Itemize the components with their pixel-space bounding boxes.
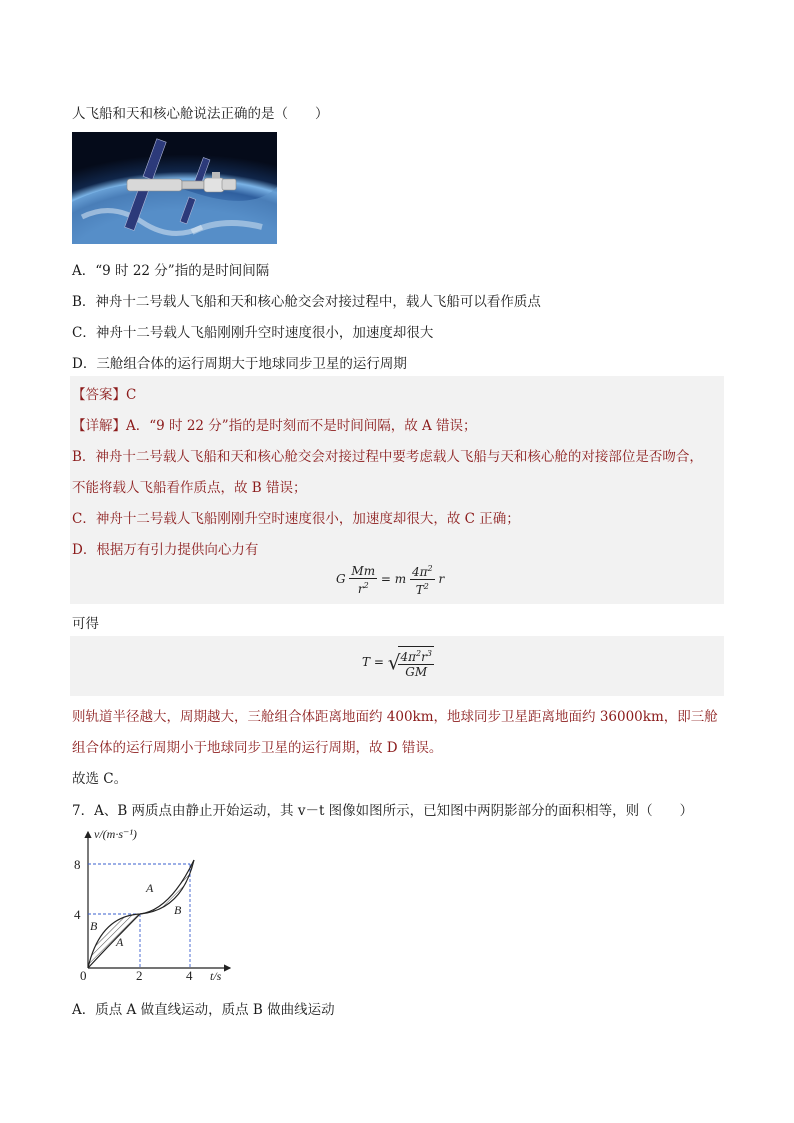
detail-b2: 不能将载人飞船看作质点，故 B 错误； (72, 480, 307, 496)
detail-a-text: A．“9 时 22 分”指的是时刻而不是时间间隔，故 A 错误； (126, 418, 477, 434)
detail-c: C．神舟十二号载人飞船刚刚升空时速度很小，加速度却很大，故 C 正确； (72, 511, 520, 527)
detail-label: 【详解】 (72, 418, 126, 434)
detail-a (72, 414, 477, 434)
conclusion-1: 则轨道半径越大，周期越大，三舱组合体距离地面约 400km，地球同步卫星距离地面约 36000km，即三舱 (72, 709, 718, 725)
y-axis-label: v/(m·s⁻¹) (94, 827, 137, 841)
option-a: A．“9 时 22 分”指的是时间间隔 (72, 263, 270, 279)
question-stem: 人飞船和天和核心舱说法正确的是（ ） (72, 106, 329, 122)
final-answer: 故选 C。 (72, 771, 128, 787)
space-station-photo (72, 132, 277, 244)
x-tick-4: 4 (186, 968, 193, 983)
y-tick-8: 8 (74, 857, 81, 872)
option-c: C．神舟十二号载人飞船刚刚升空时速度很小，加速度却很大 (72, 325, 434, 341)
period-formula: T = √ $\frac{4\pi^2r^3}{GM}$ (362, 646, 434, 679)
detail-b1: B．神舟十二号载人飞船和天和核心舱交会对接过程中要考虑载人飞船与天和核心舱的对接部位是否吻合， (72, 449, 703, 465)
x-tick-2: 2 (136, 968, 143, 983)
option-b: B．神舟十二号载人飞船和天和核心舱交会对接过程中，载人飞船可以看作质点 (72, 294, 541, 310)
region-label-a-lower: A (116, 935, 124, 949)
region-label-a-upper: A (146, 881, 154, 895)
region-label-b-lower: B (90, 919, 98, 933)
vt-graph (70, 824, 240, 984)
question7-option-a: A．质点 A 做直线运动，质点 B 做曲线运动 (72, 1002, 335, 1018)
detail-d: D．根据万有引力提供向心力有 (72, 542, 259, 558)
keyi-text: 可得 (72, 616, 99, 632)
y-tick-4: 4 (74, 907, 81, 922)
question7-stem: 7．A、B 两质点由静止开始运动，其 v－t 图像如图所示，已知图中两阴影部分的面积相等，则（ ） (72, 803, 694, 819)
x-axis-label: t/s (210, 969, 222, 983)
conclusion-2: 组合体的运行周期小于地球同步卫星的运行周期，故 D 错误。 (72, 740, 443, 756)
gravitation-formula: G $\frac{Mm}{r^2}$ = m $\frac{4\pi^2}{T^2}$ r (336, 563, 445, 597)
x-tick-0: 0 (80, 968, 87, 983)
region-label-b-upper: B (174, 903, 182, 917)
sqrt-icon: √ (387, 650, 401, 675)
option-d: D．三舱组合体的运行周期大于地球同步卫星的运行周期 (72, 356, 407, 372)
answer-label: 【答案】C (72, 387, 137, 403)
